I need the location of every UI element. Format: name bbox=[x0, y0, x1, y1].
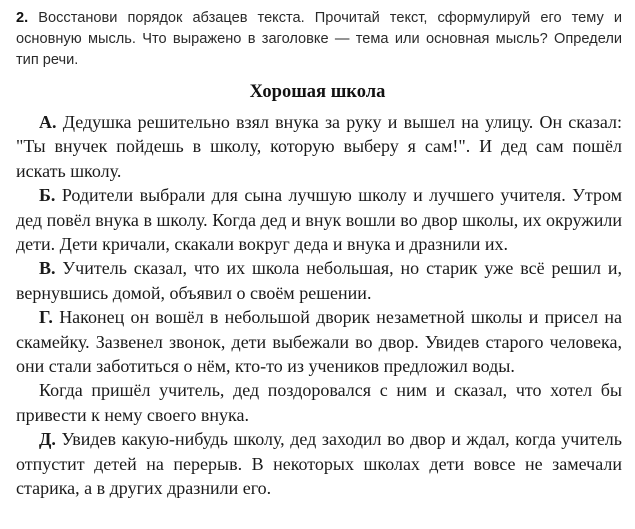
task-instruction bbox=[16, 8, 622, 71]
task-text: Восстанови порядок абзацев текста. Прочитай текст, сформулируй его тему и основную мысль. Что выражено в заголовке — тема или основная мысль? Определи тип речи. bbox=[16, 10, 622, 68]
task-number: 2. bbox=[16, 10, 29, 26]
paragraph-text: Родители выбрали для сына лучшую школу и лучшего учителя. Утром дед повёл внука в школу. Когда дед и внук вошли во двор школы, их окружили дети. Дети кричали, скакали вокруг деда и внука и дразнили их. bbox=[16, 185, 623, 255]
paragraph-v bbox=[16, 256, 622, 305]
paragraph-text: Наконец он вошёл в небольшой дворик незаметной школы и присел на скамейку. Зазвенел звонок, дети выбежали во двор. Увидев старого человека, они стали заботиться о нём, кто-то из учеников предложил воды. bbox=[16, 307, 622, 377]
paragraph-letter: В. bbox=[39, 258, 56, 279]
paragraph-g bbox=[16, 305, 622, 378]
paragraph-text: Дедушка решительно взял внука за руку и вышел на улицу. Он сказал: "Ты внучек пойдешь в школу, которую выберу я сам!". И дед сам пошёл искать школу. bbox=[16, 112, 622, 181]
paragraph-letter: Д. bbox=[39, 429, 56, 450]
paragraph-g-continued bbox=[16, 378, 622, 427]
paragraph-text: Увидев какую-нибудь школу, дед заходил во двор и ждал, когда учитель отпустит детей на перерыв. В некоторых школах дети вовсе не замечали старика, а в других дразнили его. bbox=[16, 429, 623, 499]
paragraph-letter: А. bbox=[39, 112, 57, 132]
paragraph-a bbox=[16, 110, 622, 183]
paragraph-letter: Б. bbox=[39, 185, 56, 206]
paragraph-d bbox=[16, 427, 622, 500]
paragraph-text: Учитель сказал, что их школа небольшая, но старик уже всё решил и, вернувшись домой, объявил о своём решении. bbox=[16, 258, 623, 303]
paragraph-letter: Г. bbox=[39, 307, 53, 328]
paragraph-b bbox=[16, 183, 622, 256]
paragraph-text: Когда пришёл учитель, дед поздоровался с ним и сказал, что хотел бы привести к нему своего внука. bbox=[16, 380, 622, 425]
story-text bbox=[16, 110, 622, 501]
text-title: Хорошая школа bbox=[249, 82, 386, 102]
